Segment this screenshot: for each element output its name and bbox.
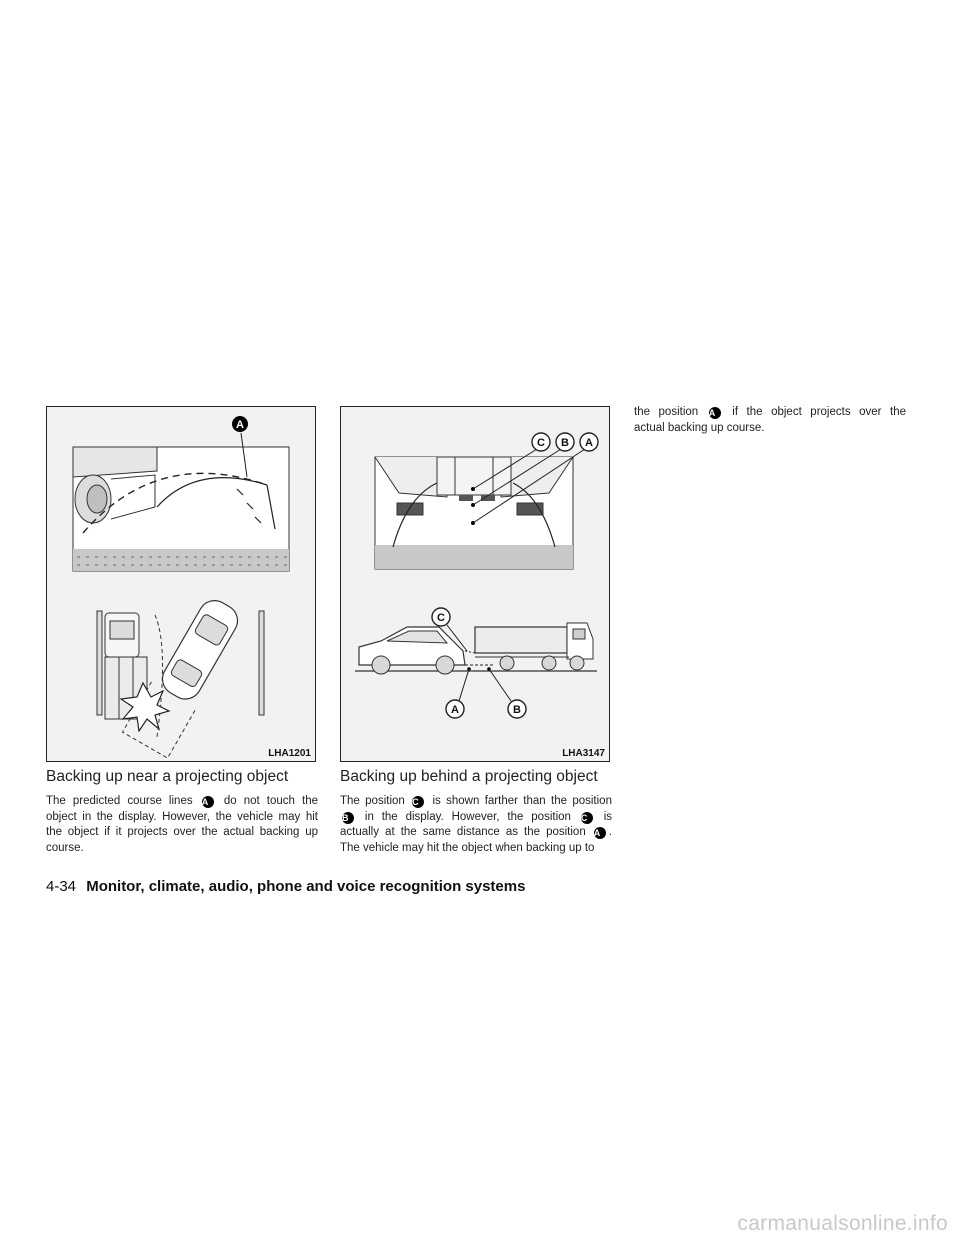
text-line: actual backing up course.: [634, 421, 765, 434]
text-fragment: [592, 826, 612, 838]
figure-mid-illustration: [341, 407, 609, 761]
text-fragment: is: [603, 810, 613, 823]
callout-badge-a: A: [594, 827, 606, 839]
figure-mid-label-b-side: B: [513, 704, 521, 716]
section-title-behind-object: Backing up behind a projecting object: [340, 768, 598, 785]
text-fragment: in the display. However, the position: [364, 810, 571, 823]
figure-projecting-object: [46, 406, 316, 762]
figure-left-illustration: [47, 407, 315, 761]
text-fragment: if the object projects over the: [732, 406, 906, 418]
text-fragment: do not touch the: [223, 795, 319, 807]
text-line: The vehicle may hit the object when backing up to: [340, 841, 595, 854]
section-body-near-object: [46, 794, 318, 856]
text-fragment: actually at the same distance as the position: [340, 826, 586, 839]
text-line: the object if it projects over the actual backing up: [46, 826, 318, 839]
page-footer: [46, 878, 525, 895]
text-line: course.: [46, 841, 84, 854]
text-line: [340, 825, 612, 841]
text-fragment: the position: [634, 406, 699, 418]
page-number: 4-34: [46, 878, 77, 895]
text-line: [634, 405, 906, 421]
text-line: [340, 810, 612, 826]
callout-badge-c: C: [581, 812, 593, 824]
text-line: [46, 794, 318, 810]
figure-left-label-a: A: [236, 419, 244, 431]
figure-mid-label-a-side: A: [451, 704, 459, 716]
callout-badge-c: C: [412, 796, 424, 808]
text-fragment: The position: [340, 795, 405, 807]
callout-badge-a: A: [709, 407, 721, 419]
callout-badge-b: B: [342, 812, 354, 824]
figure-mid-label-c-side: C: [437, 612, 445, 624]
text-line: object in the display. However, the vehicle may hit: [46, 810, 318, 823]
chapter-title: Monitor, climate, audio, phone and voice recognition systems: [86, 878, 526, 895]
text-fragment: The predicted course lines: [46, 795, 193, 807]
figure-behind-object: [340, 406, 610, 762]
section-title-near-object: Backing up near a projecting object: [46, 768, 289, 785]
figure-code-left: LHA1201: [268, 748, 311, 759]
section-body-continuation: [634, 405, 906, 436]
figure-mid-label-c-top: C: [537, 437, 545, 449]
text-line: [340, 794, 612, 810]
figure-mid-label-b-top: B: [561, 437, 569, 449]
watermark: carmanualsonline.info: [737, 1212, 948, 1235]
text-fragment: is shown farther than the position: [432, 795, 612, 807]
text-fragment: .: [608, 826, 612, 839]
callout-badge-a: A: [202, 796, 214, 808]
section-body-behind-object: [340, 794, 612, 856]
figure-mid-label-a-top: A: [585, 437, 593, 449]
figure-code-mid: LHA3147: [562, 748, 605, 759]
